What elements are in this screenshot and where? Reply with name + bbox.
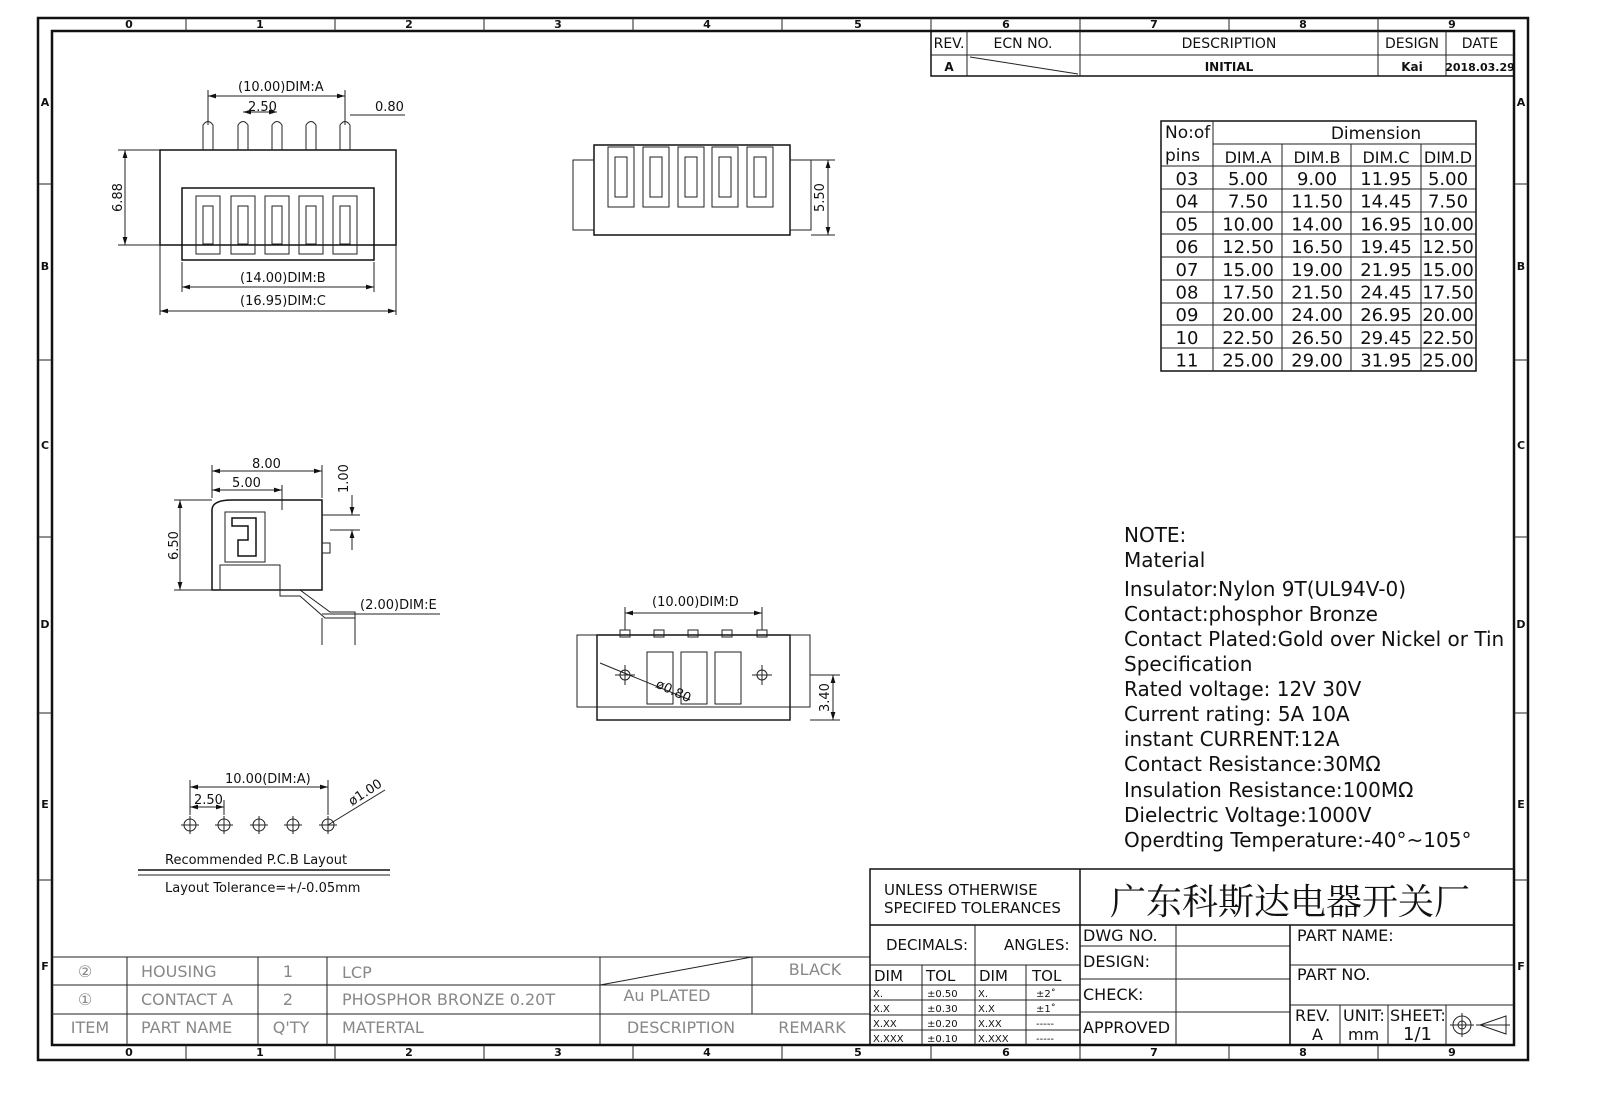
table-cell-value: 19.00 bbox=[1291, 259, 1343, 281]
table-cell-value: 17.50 bbox=[1222, 282, 1274, 304]
dec-row-3-dim: X.XXX bbox=[873, 1034, 904, 1045]
angles-dim-header: DIM bbox=[979, 967, 1008, 985]
dec-row-2-tol: ±0.20 bbox=[927, 1019, 958, 1030]
angles-tol-header: TOL bbox=[1032, 967, 1062, 985]
table-cell-pins: 04 bbox=[1175, 191, 1199, 213]
part-no-label: PART NO. bbox=[1297, 965, 1371, 984]
row-label-right-d: D bbox=[1516, 618, 1526, 631]
note-line-2: Insulator:Nylon 9T(UL94V-0) bbox=[1124, 577, 1407, 601]
table-col-dim-a: DIM.A bbox=[1224, 148, 1272, 167]
ang-row-3-tol: ----- bbox=[1036, 1034, 1055, 1045]
description-header: DESCRIPTION bbox=[1181, 36, 1277, 52]
hole-0-80-label: ø0.80 bbox=[653, 677, 694, 707]
revision-block bbox=[931, 31, 1515, 76]
col-label-bottom-9: 9 bbox=[1448, 1046, 1456, 1059]
table-cell-value: 9.00 bbox=[1296, 169, 1338, 190]
height-3-40-label: 3.40 bbox=[818, 683, 833, 712]
dim-e-label: (2.00)DIM:E bbox=[360, 598, 437, 613]
approved-label: APPROVED bbox=[1083, 1018, 1171, 1037]
bom-row-2-name: CONTACT A bbox=[141, 990, 233, 1009]
row-label-right-b: B bbox=[1516, 260, 1526, 273]
bom-row-1-qty: 1 bbox=[282, 962, 294, 981]
check-label: CHECK: bbox=[1083, 985, 1144, 1004]
table-cell-value: 19.45 bbox=[1360, 237, 1412, 259]
dimension-table bbox=[1161, 121, 1476, 372]
table-cell-value: 25.00 bbox=[1222, 350, 1274, 372]
table-cell-value: 12.50 bbox=[1222, 237, 1274, 259]
table-cell-value: 31.95 bbox=[1360, 350, 1412, 372]
bom-row-1-remark: BLACK bbox=[788, 960, 842, 979]
decimals-dim-header: DIM bbox=[874, 967, 903, 985]
dec-row-3-tol: ±0.10 bbox=[927, 1034, 958, 1045]
dec-row-1-dim: X.X bbox=[873, 1004, 890, 1015]
bom-header-remark: REMARK bbox=[778, 1018, 846, 1037]
ang-row-0-dim: X. bbox=[978, 989, 989, 1000]
tolerance-title-2: SPECIFED TOLERANCES bbox=[884, 899, 1061, 917]
pitch-label: 2.50 bbox=[248, 100, 277, 115]
note-line-11: Dielectric Voltage:1000V bbox=[1124, 803, 1372, 827]
notes-block bbox=[1124, 523, 1504, 852]
rev-value-title: A bbox=[1312, 1025, 1323, 1044]
decimals-label: DECIMALS: bbox=[886, 936, 969, 954]
col-label-7: 7 bbox=[1150, 18, 1158, 31]
ang-row-1-dim: X.X bbox=[978, 1004, 995, 1015]
note-line-3: Contact:phosphor Bronze bbox=[1124, 602, 1378, 626]
pcb-layout bbox=[138, 772, 390, 896]
table-cell-value: 15.00 bbox=[1222, 259, 1274, 281]
row-label-a: A bbox=[40, 96, 50, 109]
height-6-50-label: 6.50 bbox=[167, 531, 182, 560]
row-label-right-c: C bbox=[1516, 439, 1526, 452]
dec-row-0-tol: ±0.50 bbox=[927, 989, 958, 1000]
dec-row-1-tol: ±0.30 bbox=[927, 1004, 958, 1015]
col-label-4: 4 bbox=[703, 18, 711, 31]
note-line-10: Insulation Resistance:100MΩ bbox=[1124, 778, 1414, 802]
row-label-right-e: E bbox=[1517, 798, 1525, 811]
rev-header: REV. bbox=[933, 36, 965, 52]
table-cell-value: 29.45 bbox=[1360, 327, 1412, 349]
rev-label: REV. bbox=[1295, 1006, 1331, 1025]
tolerance-title-1: UNLESS OTHERWISE bbox=[884, 881, 1038, 899]
table-cell-value: 16.50 bbox=[1291, 237, 1343, 259]
table-cell-pins: 08 bbox=[1175, 282, 1199, 304]
decimals-tol-header: TOL bbox=[926, 967, 956, 985]
col-label-0: 0 bbox=[125, 18, 133, 31]
dim-a-label: (10.00)DIM:A bbox=[238, 80, 324, 95]
col-label-5: 5 bbox=[854, 18, 862, 31]
note-line-7: Current rating: 5A 10A bbox=[1124, 702, 1350, 726]
height-5-50-label: 5.50 bbox=[813, 183, 828, 212]
bill-of-materials bbox=[52, 957, 870, 1045]
bom-row-2-item: ① bbox=[77, 990, 93, 1009]
table-cell-value: 22.50 bbox=[1222, 327, 1274, 349]
col-label-bottom-4: 4 bbox=[703, 1046, 711, 1059]
row-label-right-a: A bbox=[1516, 96, 1526, 109]
bom-header-name: PART NAME bbox=[141, 1018, 233, 1037]
bom-row-2-material: PHOSPHOR BRONZE 0.20T bbox=[342, 990, 556, 1009]
ang-row-3-dim: X.XXX bbox=[978, 1034, 1009, 1045]
ecn-header: ECN NO. bbox=[993, 36, 1053, 52]
note-line-4: Contact Plated:Gold over Nickel or Tin bbox=[1124, 627, 1505, 651]
table-header-dimension: Dimension bbox=[1330, 124, 1422, 144]
row-label-right-f: F bbox=[1517, 960, 1525, 973]
date-value: 2018.03.29 bbox=[1445, 61, 1515, 74]
table-header-pins-2: pins bbox=[1165, 146, 1201, 166]
pcb-dim-a-label: 10.00(DIM:A) bbox=[225, 772, 311, 787]
pcb-holes bbox=[181, 816, 337, 834]
projection-symbol-icon bbox=[1450, 1013, 1510, 1037]
table-cell-value: 14.45 bbox=[1360, 191, 1412, 213]
table-cell-value: 20.00 bbox=[1422, 305, 1474, 327]
ang-row-1-tol: ±1˚ bbox=[1036, 1004, 1056, 1015]
date-header: DATE bbox=[1461, 36, 1499, 52]
table-cell-value: 5.00 bbox=[1227, 169, 1269, 190]
bom-row-2-qty: 2 bbox=[282, 990, 294, 1009]
bom-row-2-desc: Au PLATED bbox=[623, 986, 711, 1005]
table-cell-value: 22.50 bbox=[1422, 327, 1474, 349]
table-cell-value: 11.50 bbox=[1291, 191, 1343, 213]
table-col-dim-d: DIM.D bbox=[1423, 148, 1473, 167]
table-cell-pins: 06 bbox=[1175, 237, 1199, 259]
dec-row-0-dim: X. bbox=[873, 989, 884, 1000]
table-cell-value: 26.50 bbox=[1291, 327, 1343, 349]
bom-row-1-name: HOUSING bbox=[141, 962, 217, 981]
pcb-pitch-label: 2.50 bbox=[194, 793, 223, 808]
note-line-5: Specification bbox=[1124, 652, 1253, 676]
width-8-00-label: 8.00 bbox=[252, 457, 281, 472]
col-label-bottom-3: 3 bbox=[554, 1046, 562, 1059]
col-label-6: 6 bbox=[1002, 18, 1010, 31]
row-label-c: C bbox=[40, 439, 50, 452]
pcb-hole-label: ø1.00 bbox=[346, 776, 386, 810]
col-label-1: 1 bbox=[256, 18, 264, 31]
note-line-0: NOTE: bbox=[1124, 523, 1187, 547]
note-line-12: Operdting Temperature:-40°~105° bbox=[1124, 828, 1472, 852]
table-cell-pins: 07 bbox=[1175, 259, 1199, 281]
ang-row-2-tol: ----- bbox=[1036, 1019, 1055, 1030]
sheet-value: 1/1 bbox=[1403, 1024, 1432, 1045]
row-label-e: E bbox=[41, 798, 49, 811]
dim-c-label: (16.95)DIM:C bbox=[240, 294, 326, 309]
dwg-no-label: DWG NO. bbox=[1083, 926, 1158, 945]
table-cell-value: 15.00 bbox=[1422, 259, 1474, 281]
table-header-pins-1: No:of bbox=[1165, 123, 1211, 143]
width-5-00-label: 5.00 bbox=[232, 476, 261, 491]
table-cell-value: 14.00 bbox=[1291, 214, 1343, 236]
dim-d-label: (10.00)DIM:D bbox=[652, 595, 739, 610]
table-col-dim-b: DIM.B bbox=[1293, 148, 1341, 167]
table-cell-value: 11.95 bbox=[1360, 169, 1412, 190]
table-cell-pins: 09 bbox=[1175, 305, 1199, 327]
table-cell-value: 10.00 bbox=[1422, 214, 1474, 236]
top-view bbox=[573, 145, 835, 235]
design-header: DESIGN bbox=[1385, 36, 1439, 52]
dec-row-2-dim: X.XX bbox=[873, 1019, 897, 1030]
row-label-f: F bbox=[41, 960, 49, 973]
design-label: DESIGN: bbox=[1083, 952, 1151, 971]
table-cell-pins: 10 bbox=[1175, 327, 1199, 349]
angles-label: ANGLES: bbox=[1004, 936, 1070, 954]
bom-header-item: ITEM bbox=[70, 1018, 110, 1037]
bom-row-1-material: LCP bbox=[342, 963, 372, 982]
pcb-layout-tolerance: Layout Tolerance=+/-0.05mm bbox=[165, 881, 361, 896]
col-label-bottom-5: 5 bbox=[854, 1046, 862, 1059]
bom-header-material: MATERTAL bbox=[342, 1018, 424, 1037]
design-value: Kai bbox=[1401, 60, 1423, 74]
col-label-9: 9 bbox=[1448, 18, 1456, 31]
note-line-9: Contact Resistance:30MΩ bbox=[1124, 752, 1381, 776]
note-line-1: Material bbox=[1124, 548, 1206, 572]
table-cell-pins: 05 bbox=[1175, 214, 1199, 236]
col-label-8: 8 bbox=[1299, 18, 1307, 31]
row-label-b: B bbox=[40, 260, 50, 273]
ang-row-0-tol: ±2˚ bbox=[1036, 989, 1056, 1000]
table-cell-value: 24.45 bbox=[1360, 282, 1412, 304]
description-value: INITIAL bbox=[1204, 60, 1254, 74]
sheet-label: SHEET: bbox=[1390, 1006, 1446, 1025]
table-cell-value: 29.00 bbox=[1291, 350, 1343, 372]
col-label-bottom-8: 8 bbox=[1299, 1046, 1307, 1059]
ang-row-2-dim: X.XX bbox=[978, 1019, 1002, 1030]
part-name-label: PART NAME: bbox=[1297, 926, 1394, 945]
note-line-6: Rated voltage: 12V 30V bbox=[1124, 677, 1362, 701]
unit-label: UNIT: bbox=[1343, 1006, 1385, 1025]
height-1-00-label: 1.00 bbox=[337, 464, 352, 493]
front-view bbox=[111, 80, 405, 315]
table-rows bbox=[1176, 169, 1474, 372]
table-cell-value: 26.95 bbox=[1360, 305, 1412, 327]
bottom-view bbox=[577, 595, 840, 720]
col-label-2: 2 bbox=[405, 18, 413, 31]
col-label-bottom-7: 7 bbox=[1150, 1046, 1158, 1059]
row-label-d: D bbox=[40, 618, 50, 631]
table-cell-value: 21.50 bbox=[1291, 282, 1343, 304]
dim-b-label: (14.00)DIM:B bbox=[240, 271, 326, 286]
table-cell-value: 24.00 bbox=[1291, 305, 1343, 327]
table-cell-value: 17.50 bbox=[1422, 282, 1474, 304]
table-cell-value: 10.00 bbox=[1222, 214, 1274, 236]
bom-row-1-item: ② bbox=[77, 962, 93, 981]
company-name: 广东科斯达电器开关厂 bbox=[1109, 882, 1471, 923]
col-label-3: 3 bbox=[554, 18, 562, 31]
table-cell-pins: 11 bbox=[1175, 350, 1199, 372]
table-cell-value: 25.00 bbox=[1422, 350, 1474, 372]
rev-value: A bbox=[944, 60, 954, 74]
table-cell-value: 5.00 bbox=[1427, 169, 1469, 190]
col-label-bottom-0: 0 bbox=[125, 1046, 133, 1059]
col-label-bottom-1: 1 bbox=[256, 1046, 264, 1059]
table-cell-value: 7.50 bbox=[1427, 191, 1469, 213]
height-6-88-label: 6.88 bbox=[111, 183, 126, 212]
table-cell-value: 21.95 bbox=[1360, 259, 1412, 281]
title-block bbox=[1080, 882, 1514, 1045]
pin-width-label: 0.80 bbox=[375, 100, 404, 115]
table-cell-value: 7.50 bbox=[1227, 191, 1269, 213]
side-view bbox=[167, 457, 440, 645]
table-cell-value: 16.95 bbox=[1360, 214, 1412, 236]
bom-header-desc: DESCRIPTION bbox=[626, 1018, 736, 1037]
unit-value: mm bbox=[1348, 1025, 1380, 1044]
bom-header-qty: Q'TY bbox=[272, 1018, 310, 1037]
table-cell-value: 20.00 bbox=[1222, 305, 1274, 327]
table-cell-pins: 03 bbox=[1175, 169, 1199, 190]
note-line-8: instant CURRENT:12A bbox=[1124, 727, 1340, 751]
col-label-bottom-2: 2 bbox=[405, 1046, 413, 1059]
pcb-layout-title: Recommended P.C.B Layout bbox=[165, 853, 348, 868]
table-col-dim-c: DIM.C bbox=[1362, 148, 1410, 167]
col-label-bottom-6: 6 bbox=[1002, 1046, 1010, 1059]
table-cell-value: 12.50 bbox=[1422, 237, 1474, 259]
